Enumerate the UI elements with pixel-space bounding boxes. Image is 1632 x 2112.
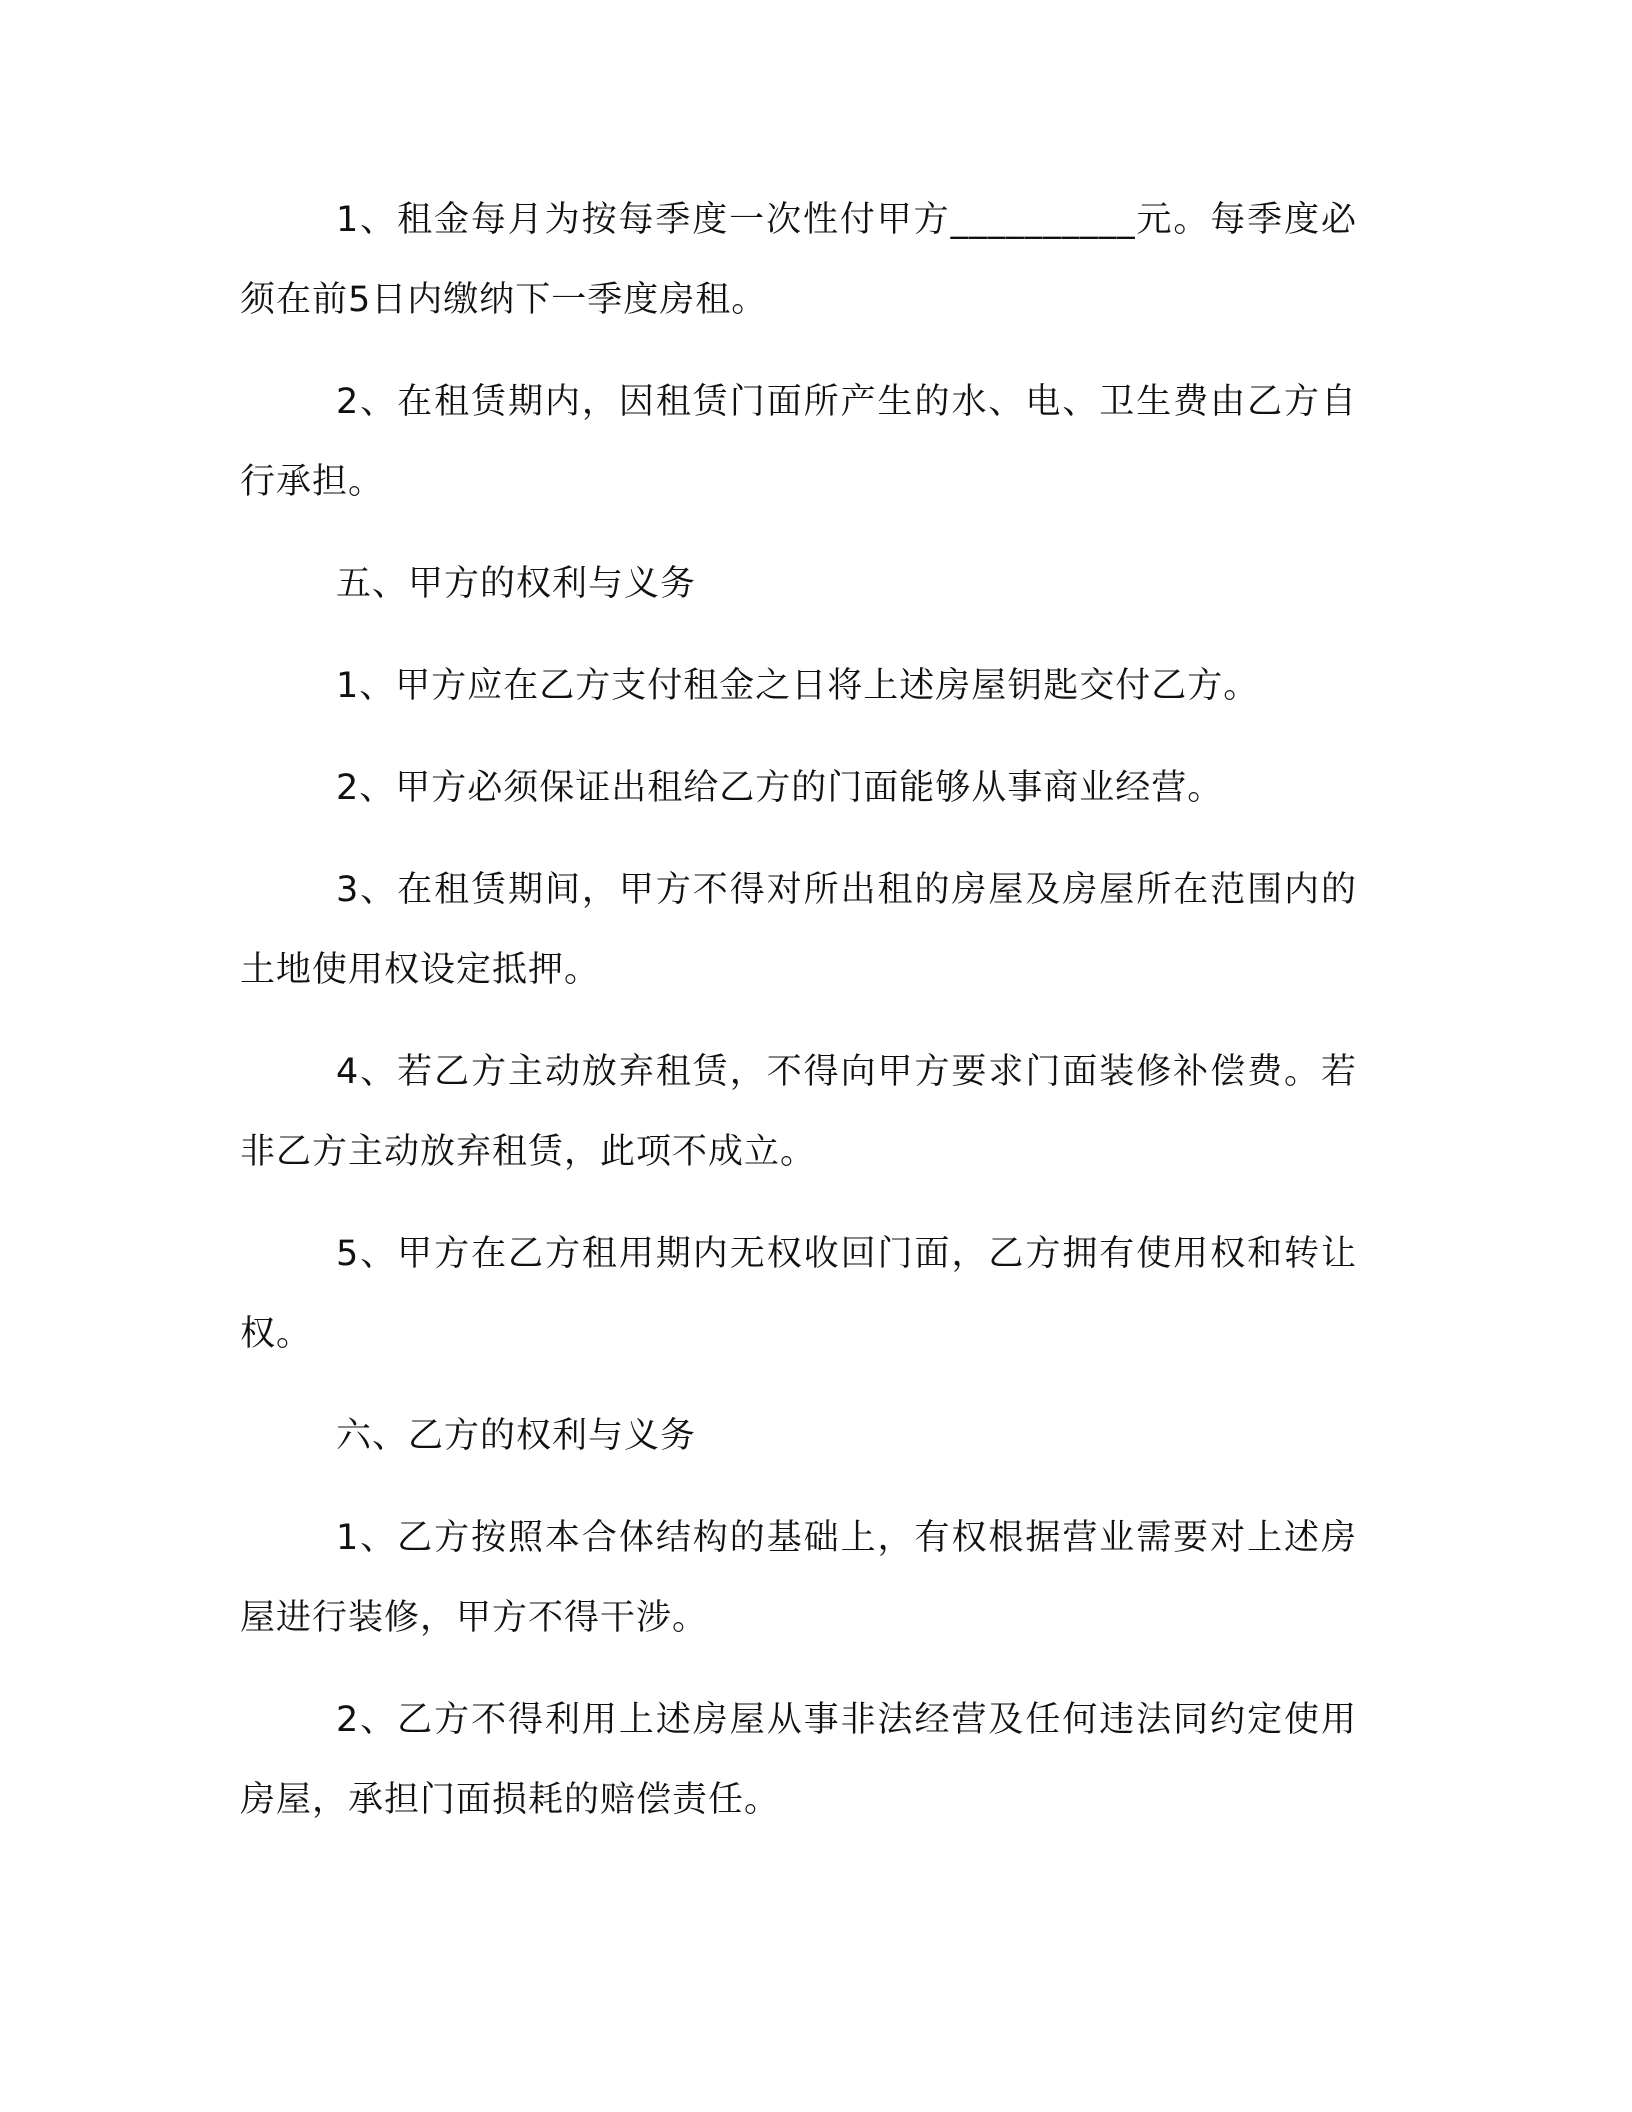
paragraph-utilities: 2、在租赁期内，因租赁门面所产生的水、电、卫生费由乙方自行承担。 — [240, 382, 1357, 502]
paragraph-party-b-1: 1、乙方按照本合体结构的基础上，有权根据营业需要对上述房屋进行装修，甲方不得干涉。 — [240, 1518, 1357, 1638]
paragraph-party-a-1: 1、甲方应在乙方支付租金之日将上述房屋钥匙交付乙方。 — [336, 666, 1260, 706]
document-page — [240, 180, 1357, 1862]
paragraph-party-a-2: 2、甲方必须保证出租给乙方的门面能够从事商业经营。 — [336, 768, 1224, 808]
paragraph-rent-payment: 1、租金每月为按每季度一次性付甲方__________元。每季度必须在前5日内缴纳下一季度房租。 — [240, 200, 1357, 320]
paragraph-party-b-2: 2、乙方不得利用上述房屋从事非法经营及任何违法同约定使用房屋，承担门面损耗的赔偿责任。 — [240, 1700, 1357, 1820]
section-heading-party-b: 六、乙方的权利与义务 — [336, 1416, 697, 1456]
paragraph-party-a-5: 5、甲方在乙方租用期内无权收回门面，乙方拥有使用权和转让权。 — [240, 1234, 1357, 1354]
paragraph-party-a-3: 3、在租赁期间，甲方不得对所出租的房屋及房屋所在范围内的土地使用权设定抵押。 — [240, 870, 1357, 990]
paragraph-party-a-4: 4、若乙方主动放弃租赁，不得向甲方要求门面装修补偿费。若非乙方主动放弃租赁，此项不成立。 — [240, 1052, 1357, 1172]
section-heading-party-a: 五、甲方的权利与义务 — [336, 564, 697, 604]
